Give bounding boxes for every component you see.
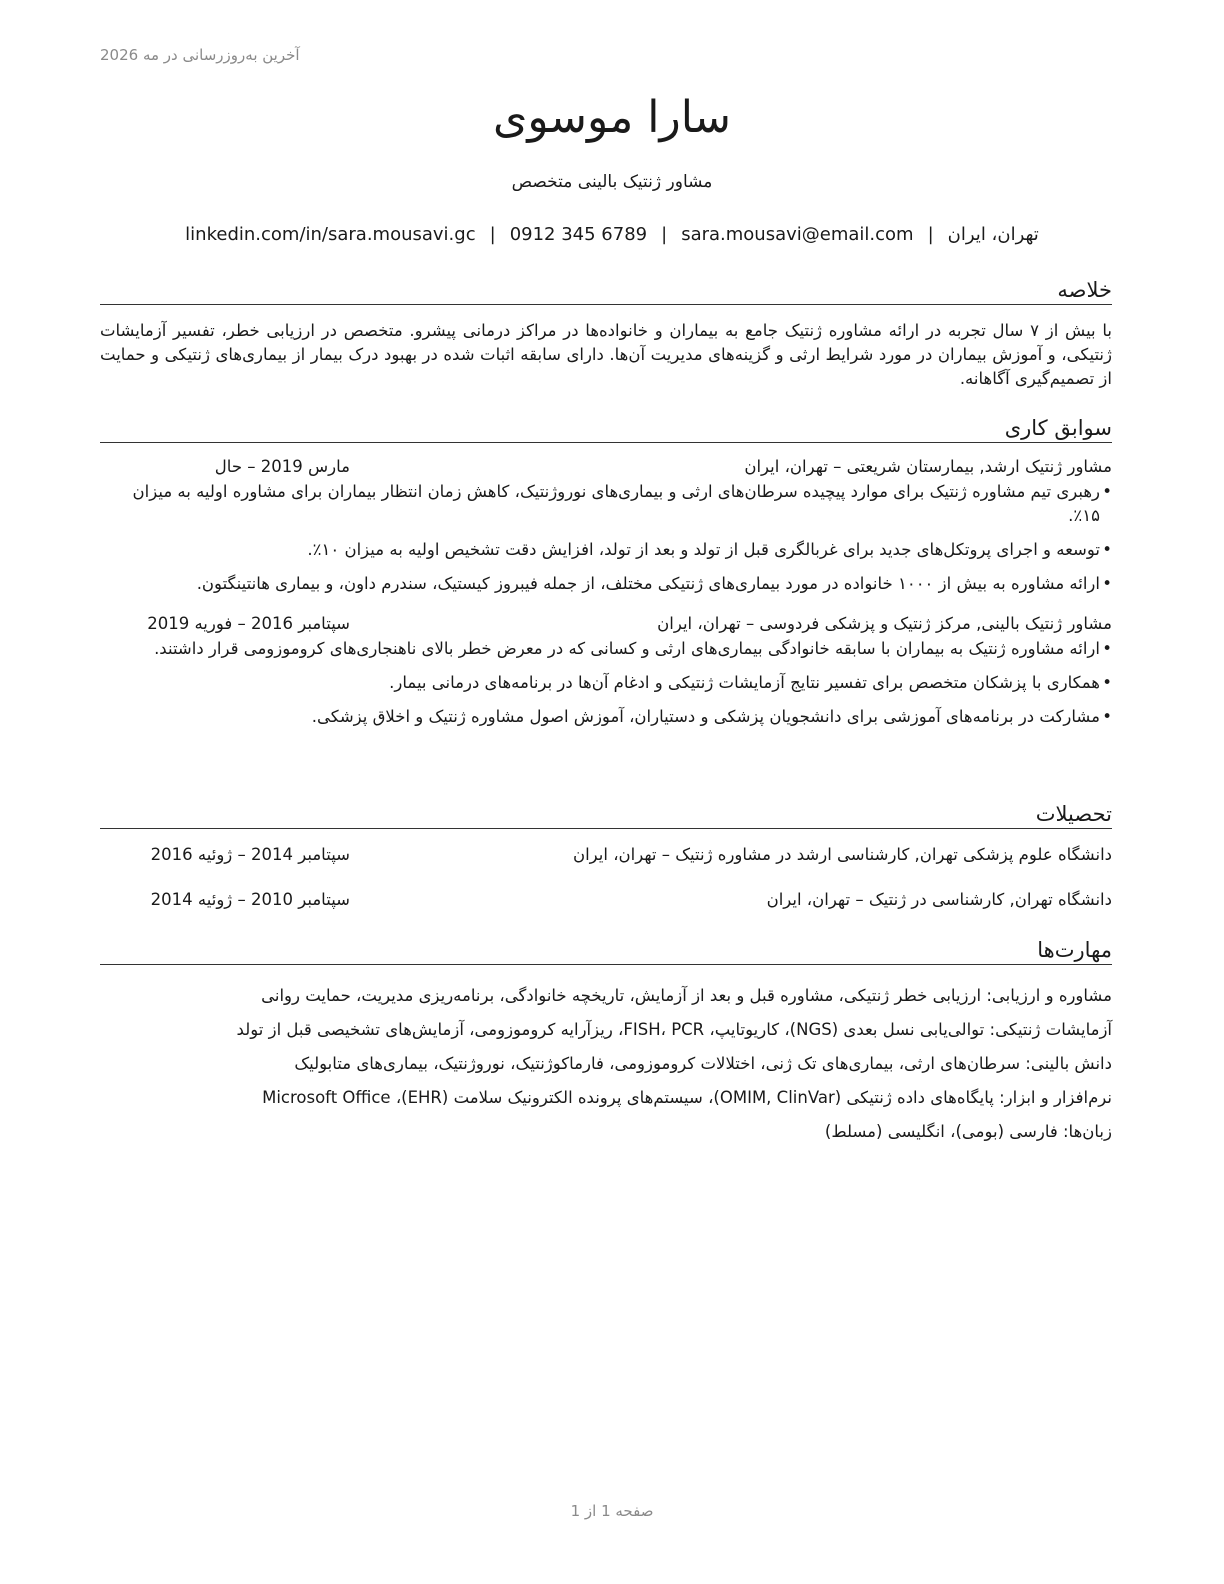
job-bullet: • ارائه مشاوره به بیش از ۱۰۰۰ خانواده در مورد بیماری‌های ژنتیکی مختلف، از جمله فیبروز کیستیک، سندرم داون، و بیماری هانتینگتون. (100, 572, 1100, 596)
education-heading: دانشگاه تهران, کارشناسی در ژنتیک – تهران، ایران (766, 890, 1112, 909)
skills-section (100, 938, 1112, 1149)
section-title-summary: خلاصه (100, 278, 1112, 305)
education-date: سپتامبر 2010 – ژوئیه 2014 (150, 890, 350, 909)
education-section (100, 802, 1112, 909)
contact-location: تهران، ایران (947, 224, 1039, 245)
last-updated: آخرین به‌روزرسانی در مه 2026 (100, 46, 300, 64)
skill-line: زبان‌ها: فارسی (بومی)، انگلیسی (مسلط) (824, 1122, 1112, 1141)
job-heading: مشاور ژنتیک ارشد, بیمارستان شریعتی – تهران، ایران (744, 457, 1112, 476)
summary-text: با بیش از ۷ سال تجربه در ارائه مشاوره ژنتیک جامع به بیماران و خانواده‌ها در مراکز درمانی پیشرو. متخصص در ارزیابی خطر، تفسیر آزمایشات ژنتیکی، و آموزش بیماران در مورد شرایط ارثی و گزینه‌های مدیریت آن‌ها. دارای سابقه اثبات شده در بهبود درک بیمار از بیماری‌های ژنتیکی و حمایت از تصمیم‌گیری آگاهانه. (100, 321, 1112, 388)
skill-line: آزمایشات ژنتیکی: توالی‌یابی نسل بعدی (NGS)، کاریوتایپ، FISH، PCR، ریزآرایه کروموزومی، آزمایش‌های تشخیصی قبل از تولد (236, 1020, 1112, 1039)
section-title-experience: سوابق کاری (100, 416, 1112, 443)
job-title: مشاور ژنتیک بالینی متخصص (511, 172, 713, 192)
education-date: سپتامبر 2014 – ژوئیه 2016 (150, 845, 350, 864)
job-bullet: • همکاری با پزشکان متخصص برای تفسیر نتایج آزمایشات ژنتیکی و ادغام آن‌ها در برنامه‌های درمانی بیمار. (100, 671, 1100, 695)
education-entry (100, 890, 1112, 909)
section-title-skills: مهارت‌ها (100, 938, 1112, 965)
job-heading: مشاور ژنتیک بالینی, مرکز ژنتیک و پزشکی فردوسی – تهران، ایران (657, 614, 1112, 633)
contact-linkedin[interactable]: linkedin.com/in/sara.mousavi.gc (185, 224, 476, 245)
section-title-education: تحصیلات (100, 802, 1112, 829)
contact-separator: | (489, 224, 496, 245)
education-entry (100, 845, 1112, 864)
contact-line (0, 224, 1224, 245)
job-bullet: • توسعه و اجرای پروتکل‌های جدید برای غربالگری قبل از تولد و بعد از تولد، افزایش دقت تشخیص اولیه به میزان ۱۰٪. (100, 538, 1100, 562)
education-heading: دانشگاه علوم پزشکی تهران, کارشناسی ارشد در مشاوره ژنتیک – تهران، ایران (572, 845, 1112, 864)
job-bullet: • مشارکت در برنامه‌های آموزشی برای دانشجویان پزشکی و دستیاران، آموزش اصول مشاوره ژنتیک و اخلاق پزشکی. (100, 705, 1100, 729)
page-number: صفحه 1 از 1 (570, 1502, 654, 1520)
contact-email[interactable]: sara.mousavi@email.com (681, 224, 914, 245)
job-entry (100, 614, 1112, 729)
candidate-name: سارا موسوی (492, 92, 732, 143)
contact-phone: 0912 345 6789 (509, 224, 648, 245)
contact-separator: | (661, 224, 668, 245)
job-date: مارس 2019 – حال (214, 457, 350, 476)
summary-section (100, 278, 1112, 391)
experience-section (100, 416, 1112, 739)
job-date: سپتامبر 2016 – فوریه 2019 (147, 614, 350, 633)
job-bullet: • رهبری تیم مشاوره ژنتیک برای موارد پیچیده سرطان‌های ارثی و بیماری‌های نوروژنتیک، کاهش زمان انتظار بیماران برای مشاوره اولیه به میزان ۱۵٪. (100, 480, 1100, 528)
skill-line: مشاوره و ارزیابی: ارزیابی خطر ژنتیکی، مشاوره قبل و بعد از آزمایش، تاریخچه خانوادگی، برنامه‌ریزی مدیریت، حمایت روانی (261, 986, 1112, 1005)
job-entry (100, 457, 1112, 596)
skills-list (100, 979, 1112, 1149)
skill-line: دانش بالینی: سرطان‌های ارثی، بیماری‌های تک ژنی، اختلالات کروموزومی، فارماکوژنتیک، نوروژنتیک، بیماری‌های متابولیک (294, 1054, 1112, 1073)
job-bullet: • ارائه مشاوره ژنتیک به بیماران با سابقه خانوادگی بیماری‌های ارثی و کسانی که در معرض خطر بالای ناهنجاری‌های کروموزومی قرار داشتند. (100, 637, 1100, 661)
contact-separator: | (927, 224, 934, 245)
skill-line: نرم‌افزار و ابزار: پایگاه‌های داده ژنتیکی (OMIM, ClinVar)، سیستم‌های پرونده الکترونیک سلامت (EHR)، Microsoft Office (262, 1088, 1112, 1107)
